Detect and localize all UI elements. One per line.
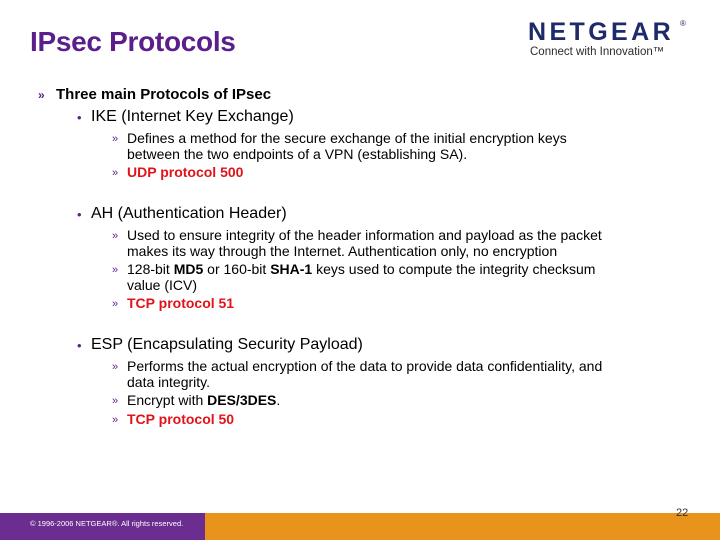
logo-registered-mark: ® xyxy=(680,19,686,28)
tcp-protocol-51: TCP protocol 51 xyxy=(127,295,235,311)
sub-bullet xyxy=(112,261,596,277)
protocol-ike xyxy=(77,108,294,126)
page-title: IPsec Protocols xyxy=(30,26,236,57)
des-3des-keyword: DES/3DES xyxy=(207,392,277,408)
footer-bar xyxy=(0,507,720,540)
point-text: or 160-bit xyxy=(203,261,271,277)
sub-bullet-continuation xyxy=(127,243,557,259)
bullet-marker: » xyxy=(112,230,119,242)
point-text: Encrypt with xyxy=(127,392,208,408)
copyright-notice: © 1996-2006 NETGEAR®. All rights reserved. xyxy=(30,519,184,528)
bullet-marker: » xyxy=(112,395,119,407)
bullet-marker: » xyxy=(112,264,119,276)
protocol-ah xyxy=(77,205,287,223)
point-text: makes its way through the Internet. Authentication only, no encryption xyxy=(127,243,558,259)
tcp-protocol-50: TCP protocol 50 xyxy=(127,411,235,427)
bullet-marker: • xyxy=(77,207,82,222)
logo-wordmark: NETGEAR xyxy=(528,18,675,46)
udp-protocol-500: UDP protocol 500 xyxy=(127,164,244,180)
main-bullet xyxy=(38,86,272,103)
bullet-marker: » xyxy=(112,133,119,145)
sha1-keyword: SHA-1 xyxy=(270,261,313,277)
sub-bullet xyxy=(112,130,567,146)
sub-bullet xyxy=(112,227,602,243)
point-text: Used to ensure integrity of the header information and payload as the packet xyxy=(127,227,602,243)
main-heading: Three main Protocols of IPsec xyxy=(56,86,272,103)
md5-keyword: MD5 xyxy=(173,261,204,277)
point-text: between the two endpoints of a VPN (establishing SA). xyxy=(127,146,468,162)
point-text: keys used to compute the integrity checksum xyxy=(312,261,596,277)
bullet-marker: » xyxy=(112,361,119,373)
sub-bullet xyxy=(112,411,235,427)
sub-bullet-continuation xyxy=(127,374,210,390)
point-text: value (ICV) xyxy=(127,277,198,293)
bullet-marker: » xyxy=(112,167,119,179)
protocol-name: IKE (Internet Key Exchange) xyxy=(91,108,294,125)
bullet-marker: • xyxy=(77,110,82,125)
bullet-marker: » xyxy=(38,88,45,102)
point-text: . xyxy=(276,392,281,408)
bullet-marker: » xyxy=(112,414,119,426)
protocol-esp xyxy=(77,336,363,354)
sub-bullet xyxy=(112,392,281,408)
sub-bullet xyxy=(112,358,603,374)
logo-tagline: Connect with Innovation™ xyxy=(530,46,665,58)
sub-bullet xyxy=(112,295,235,311)
point-text: Defines a method for the secure exchange of the initial encryption keys xyxy=(127,130,567,146)
protocol-name: ESP (Encapsulating Security Payload) xyxy=(91,336,363,353)
bullet-marker: » xyxy=(112,298,119,310)
point-text: Performs the actual encryption of the data to provide data confidentiality, and xyxy=(127,358,603,374)
sub-bullet-continuation xyxy=(127,277,197,293)
protocol-name: AH (Authentication Header) xyxy=(91,205,287,222)
bullet-marker: • xyxy=(77,338,82,353)
point-text: 128-bit xyxy=(127,261,174,277)
page-number: 22 xyxy=(676,507,689,519)
point-text: data integrity. xyxy=(127,374,211,390)
sub-bullet-continuation xyxy=(127,146,467,162)
sub-bullet xyxy=(112,164,244,180)
